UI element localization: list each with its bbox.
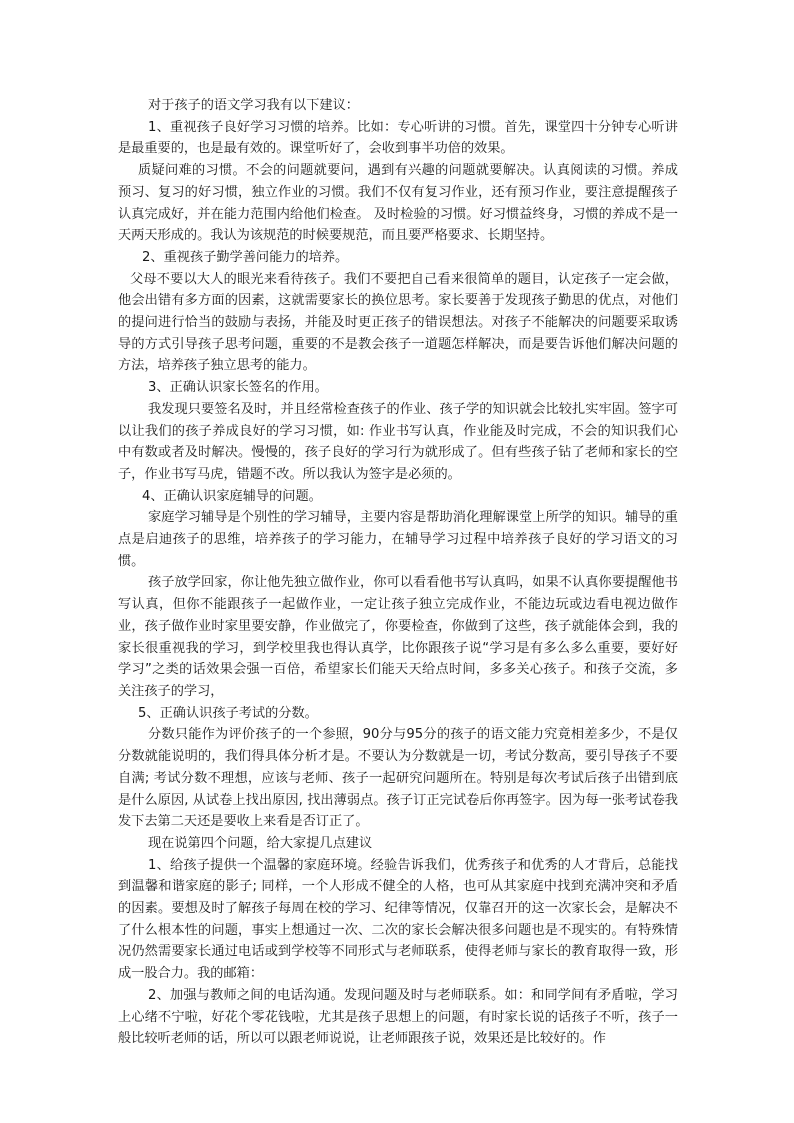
parent-perspective-paragraph: 父母不要以大人的眼光来看待孩子。我们不要把自己看来很简单的题目，认定孩子一定会做，他会出错有多方面的因素，这就需要家长的换位思考。家长要善于发现孩子勤思的优点，对他们的提问进行恰当的鼓励与表扬，并能及时更正孩子的错误想法。对孩子不能解决的问题要采取诱导的方式引导孩子思考问题，重要的不是教会孩子一道题怎样解决，而是要告诉他们解决问题的方法，培养孩子独立思考的能力。 [118, 271, 678, 374]
scores-paragraph: 分数只能作为评价孩子的一个参照，90分与95分的孩子的语文能力究竟相差多少，不是仅分数就能说明的，我们得具体分析才是。不要认为分数就是一切，考试分数高，要引导孩子不要自满; 考试分数不理想，应该与老师、孩子一起研究问题所在。特别是每次考试后孩子出错到底是什么原因, 从试卷上找出原因, 找出薄弱点。孩子订正完试卷后你再签字。因为每一张考试卷我发下去第二天还是要收上来看是否订正了。 [118, 727, 678, 830]
phone-communication-paragraph: 2、加强与教师之间的电话沟通。发现问题及时与老师联系。如：和同学间有矛盾啦，学习上心绪不宁啦，好花个零花钱啦，尤其是孩子思想上的问题，有时家长说的话孩子不听，孩子一般比较听老师的话，所以可以跟老师说说，让老师跟孩子说，效果还是比较好的。作 [118, 987, 678, 1047]
suggestion-1-paragraph: 1、重视孩子良好学习习惯的培养。比如：专心听讲的习惯。首先，课堂四十分钟专心听讲是最重要的，也是最有效的。课堂听好了，会收到事半功倍的效果。 [118, 119, 678, 157]
fourth-issue-heading: 现在说第四个问题，给大家提几点建议 [148, 835, 373, 851]
document-body [118, 95, 678, 1050]
suggestion-3-heading: 3、正确认识家长签名的作用。 [148, 380, 328, 396]
questioning-habit-paragraph: 质疑问难的习惯。不会的问题就要问，遇到有兴趣的问题就要解决。认真阅读的习惯。养成预习、复习的好习惯，独立作业的习惯。我们不仅有复习作业，还有预习作业，要注意提醒孩子认真完成好，并在能力范围内给他们检查。 及时检验的习惯。好习惯益终身，习惯的养成不是一天两天形成的。我认为该规范的时候要规范，而且要严格要求、长期坚持。 [118, 163, 678, 244]
suggestion-2-heading: 2、重视孩子勤学善问能力的培养。 [142, 249, 349, 265]
suggestion-4-heading: 4、正确认识家庭辅导的问题。 [142, 488, 322, 504]
homework-paragraph: 孩子放学回家，你让他先独立做作业，你可以看看他书写认真吗，如果不认真你要提醒他书写认真，但你不能跟孩子一起做作业，一定让孩子独立完成作业，不能边玩或边看电视边做作业，孩子做作业时家里要安静，作业做完了，你要检查，你做到了这些，孩子就能体会到，我的家长很重视我的学习，到学校里我也得认真学，比你跟孩子说“学习是有多么多么重要，要好好学习”之类的话效果会强一百倍，希望家长们能天天给点时间，多多关心孩子。和孩子交流，多关注孩子的学习， [118, 575, 678, 699]
suggestion-5-heading: 5、正确认识孩子考试的分数。 [138, 705, 318, 721]
family-environment-paragraph: 1、给孩子提供一个温馨的家庭环境。经验告诉我们，优秀孩子和优秀的人才背后，总能找到温馨和谐家庭的影子; 同样，一个人形成不健全的人格，也可从其家庭中找到充满冲突和矛盾的因素。要想及时了解孩子每周在校的学习、纪律等情况，仅靠召开的这一次家长会，是解决不了什么根本性的问题，事实上想通过一次、二次的家长会解决很多问题也是不现实的。有特殊情况仍然需要家长通过电话或到学校等不同形式与老师联系，使得老师与家长的教育取得一致，形成一股合力。我的邮箱： [118, 857, 678, 982]
home-tutoring-paragraph: 家庭学习辅导是个别性的学习辅导，主要内容是帮助消化理解课堂上所学的知识。辅导的重点是启迪孩子的思维，培养孩子的学习能力，在辅导学习过程中培养孩子良好的学习语文的习惯。 [118, 510, 678, 569]
signature-paragraph: 我发现只要签名及时，并且经常检查孩子的作业、孩子学的知识就会比较扎实牢固。签字可以让我们的孩子养成良好的学习习惯，如: 作业书写认真，作业能及时完成，不会的知识我们心中有数或者及时解决。慢慢的，孩子良好的学习行为就形成了。但有些孩子钻了老师和家长的空子，作业书写马虎，错题不改。所以我认为签字是必须的。 [118, 401, 678, 482]
intro-paragraph: 对于孩子的语文学习我有以下建议： [148, 98, 359, 113]
